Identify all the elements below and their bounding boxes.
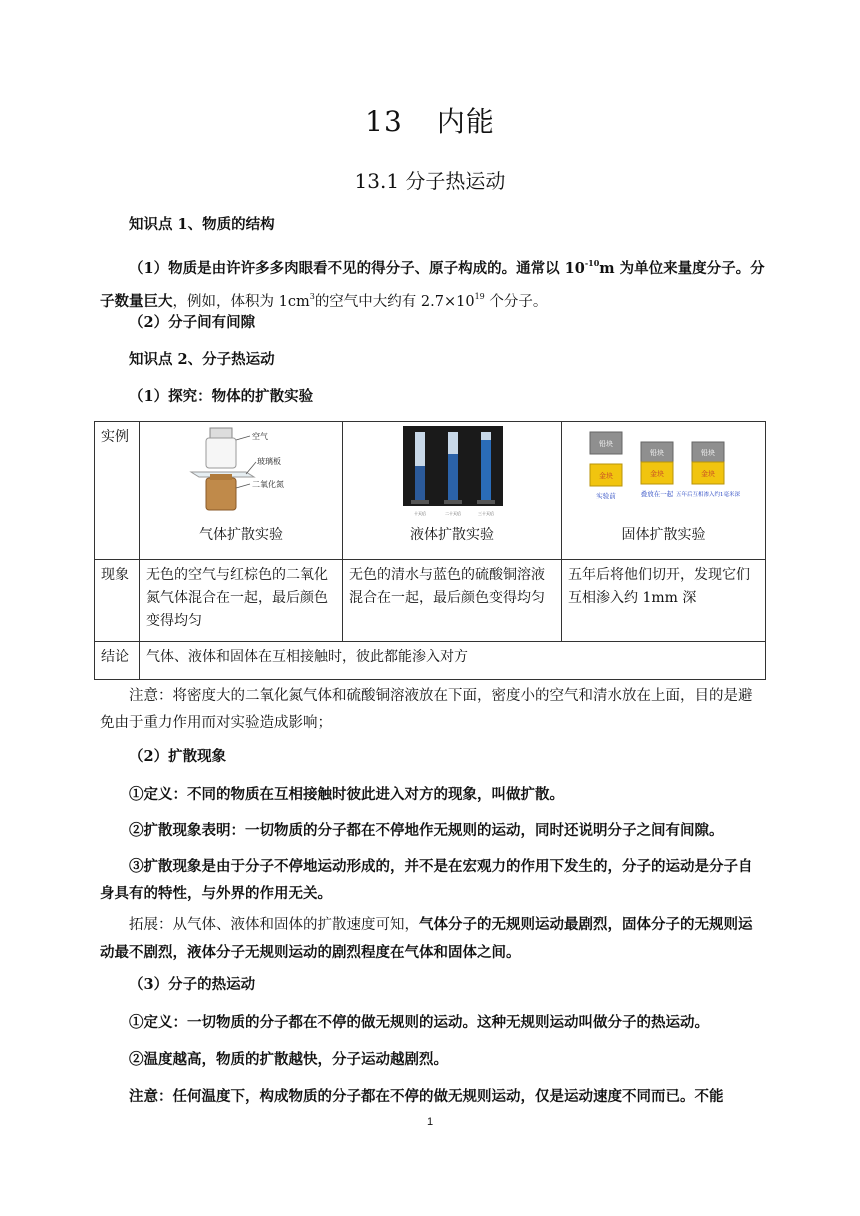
- phenomenon-liquid: 无色的清水与蓝色的硫酸铜溶液混合在一起，最后颜色变得均匀: [343, 560, 562, 642]
- definition-thermal-motion: ①定义：一切物质的分子都在不停的做无规则的运动。这种无规则运动叫做分子的热运动。: [129, 1014, 709, 1031]
- definition-diffusion: ①定义：不同的物质在互相接触时彼此进入对方的现象，叫做扩散。: [129, 786, 564, 803]
- phenomenon-solid: 五年后将他们切开，发现它们互相渗入约 1mm 深: [562, 560, 766, 642]
- caption-liquid: 液体扩散实验: [410, 527, 494, 543]
- gas-jars-image: [146, 426, 336, 518]
- row-label-phenomenon: 现象: [95, 560, 140, 642]
- knowledge-point-1: 知识点 1、物质的结构: [129, 216, 275, 233]
- gold-label-1: 金块: [599, 472, 613, 480]
- lead-label-3: 铅块: [701, 449, 715, 457]
- paragraph-gap: （2）分子间有间隙: [129, 314, 256, 331]
- note-temperature: 注意：任何温度下，构成物质的分子都在不停的做无规则运动，仅是运动速度不同而已。不能: [129, 1088, 724, 1105]
- label-no2: 二氧化氮: [252, 480, 284, 489]
- solid-cell: [562, 422, 766, 560]
- temperature-effect: ②温度越高，物质的扩散越快，分子运动越剧烈。: [129, 1051, 448, 1068]
- liquid-cell: [343, 422, 562, 560]
- lead-label-2: 铅块: [650, 449, 664, 457]
- diffusion-table: [94, 421, 766, 680]
- gold-label-2: 金块: [650, 470, 664, 478]
- solid-caption-2: 叠放在一起: [640, 490, 674, 498]
- caption-solid: 固体扩散实验: [621, 527, 706, 543]
- paragraph-structure: （1）物质是由许许多多肉眼看不见的得分子、原子构成的。通常以 $10^{-10}m$ 为单位来量度分子。分子数量巨大，例如，体积为 $1cm^3$的空气中大约有 $2.7\times 10^{19}$ 个分子。: [100, 258, 765, 310]
- diffusion-cause: ③扩散现象是由于分子不停地运动形成的，并不是在宏观力的作用下发生的，分子的运动是分子自身具有的特性，与外界的作用无关。: [100, 858, 753, 902]
- row-label-example: 实例: [95, 422, 140, 560]
- chapter-title: 13 内能: [365, 105, 495, 138]
- diffusion-shows: ②扩散现象表明：一切物质的分子都在不停地作无规则的运动，同时还说明分子之间有间隙。: [129, 822, 724, 839]
- paragraph-experiment: （1）探究：物体的扩散实验: [129, 388, 314, 405]
- extension-note: 拓展：从气体、液体和固体的扩散速度可知，气体分子的无规则运动最剧烈，固体分子的无规则运动最不剧烈，液体分子无规则运动的剧烈程度在气体和固体之间。: [100, 916, 753, 961]
- liquid-cylinders-image: [349, 426, 555, 518]
- caption-gas: 气体扩散实验: [199, 527, 283, 543]
- gas-cell: [140, 422, 343, 560]
- row-label-conclusion: 结论: [95, 642, 140, 680]
- gold-label-3: 金块: [701, 470, 715, 478]
- solid-caption-3: 五年后互相渗入约1毫米深: [675, 492, 741, 498]
- solid-caption-1: 实验前: [596, 492, 616, 500]
- liquid-diffusion-figure: [349, 426, 555, 518]
- conclusion-text: 气体、液体和固体在互相接触时，彼此都能渗入对方: [140, 642, 766, 680]
- lead-label-1: 铅块: [599, 440, 613, 448]
- page-number: 1: [426, 1116, 434, 1128]
- heading-thermal-motion: （3）分子的热运动: [129, 976, 256, 993]
- solid-diffusion-figure: [568, 426, 759, 518]
- phenomenon-gas: 无色的空气与红棕色的二氧化氮气体混合在一起，最后颜色变得均匀: [140, 560, 343, 642]
- note-density: 注意：将密度大的二氧化氮气体和硫酸铜溶液放在下面，密度小的空气和清水放在上面，目的是避免由于重力作用而对实验造成影响；: [100, 688, 753, 731]
- label-air: 空气: [252, 432, 268, 441]
- solid-blocks-image: [568, 426, 759, 518]
- liquid-label-2: 二十天后: [445, 511, 461, 516]
- heading-diffusion: （2）扩散现象: [129, 748, 227, 765]
- section-title: 13.1 分子热运动: [354, 169, 506, 193]
- knowledge-point-2: 知识点 2、分子热运动: [129, 351, 275, 368]
- liquid-label-3: 三十天后: [478, 511, 494, 516]
- gas-diffusion-figure: [146, 426, 336, 518]
- liquid-label-1: 十天后: [414, 511, 426, 516]
- label-glass: 玻璃板: [257, 457, 281, 466]
